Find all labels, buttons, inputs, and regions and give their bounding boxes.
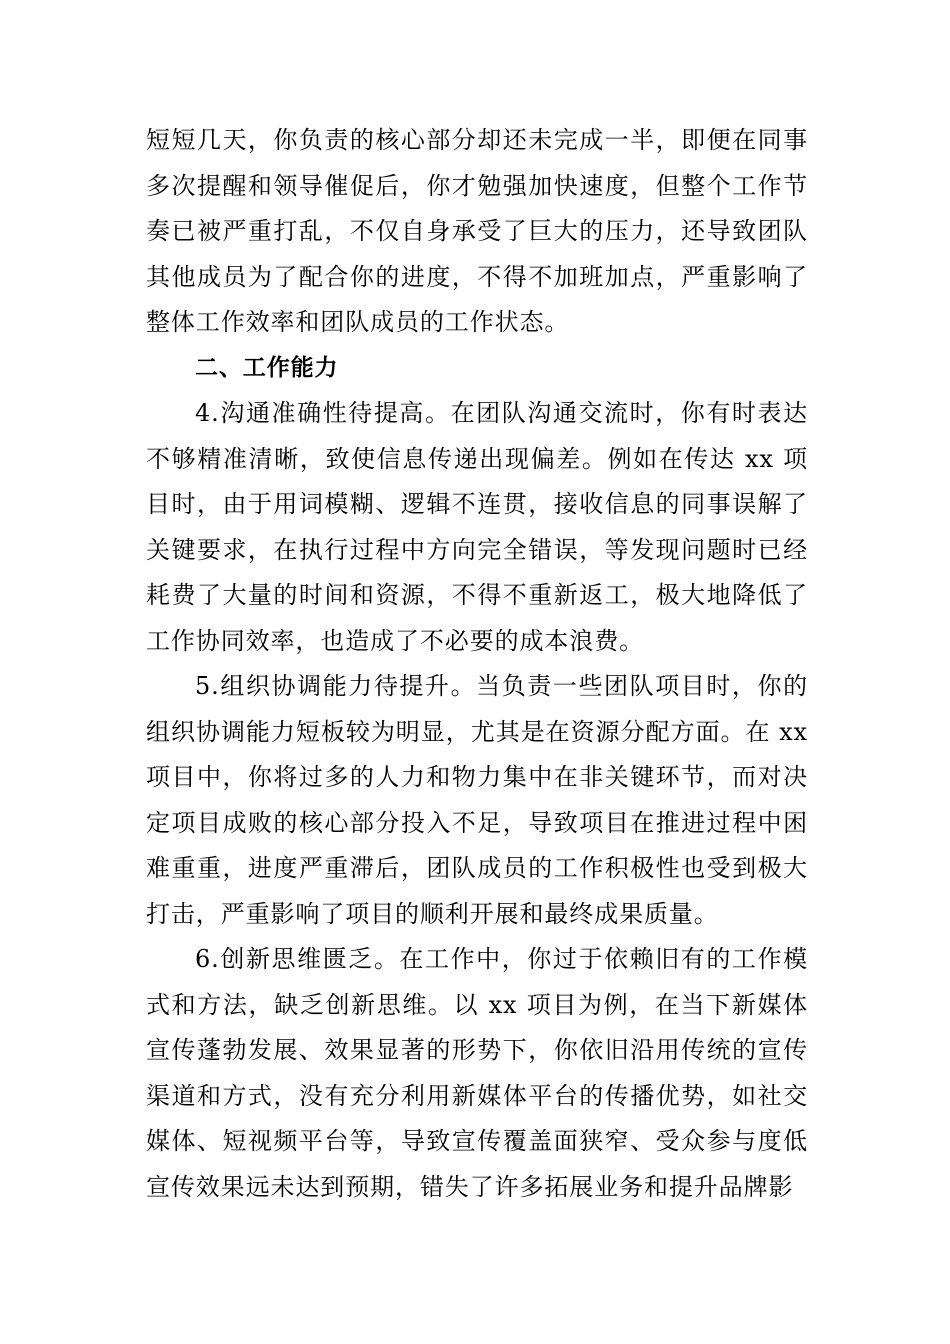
paragraph-item-6-innovation: 6.创新思维匮乏。在工作中，你过于依赖旧有的工作模式和方法，缺乏创新思维。以 xx 项目为例，在当下新媒体宣传蓬勃发展、效果显著的形势下，你依旧沿用传统的宣传渠道和方式，没有充分利用新媒体平台的传播优势，如社交媒体、短视频平台等，导致宣传覆盖面狭窄、受众参与度低宣传效果远未达到预期，错失了许多拓展业务和提升品牌影 (146, 945, 808, 1201)
section-heading-work-ability: 二、工作能力 (195, 354, 339, 381)
paragraph-item-5-coordination: 5.组织协调能力待提升。当负责一些团队项目时，你的组织协调能力短板较为明显，尤其是在资源分配方面。在 xx 项目中，你将过多的人力和物力集中在非关键环节，而对决定项目成败的核心部分投入不足，导致项目在推进过程中困难重重，进度严重滞后，团队成员的工作积极性也受到极大打击，严重影响了项目的顺利开展和最终成果质量。 (146, 672, 808, 928)
paragraph-item-4-communication: 4.沟通准确性待提高。在团队沟通交流时，你有时表达不够精准清晰，致使信息传递出现偏差。例如在传达 xx 项目时，由于用词模糊、逻辑不连贯，接收信息的同事误解了关键要求，在执行过程中方向完全错误，等发现问题时已经耗费了大量的时间和资源，不得不重新返工，极大地降低了工作协同效率，也造成了不必要的成本浪费。 (146, 399, 808, 655)
paragraph-continued: 短短几天，你负责的核心部分却还未完成一半，即便在同事多次提醒和领导催促后，你才勉强加快速度，但整个工作节奏已被严重打乱，不仅自身承受了巨大的压力，还导致团队其他成员为了配合你的进度，不得不加班加点，严重影响了整体工作效率和团队成员的工作状态。 (146, 126, 808, 336)
document-page (146, 118, 808, 1210)
